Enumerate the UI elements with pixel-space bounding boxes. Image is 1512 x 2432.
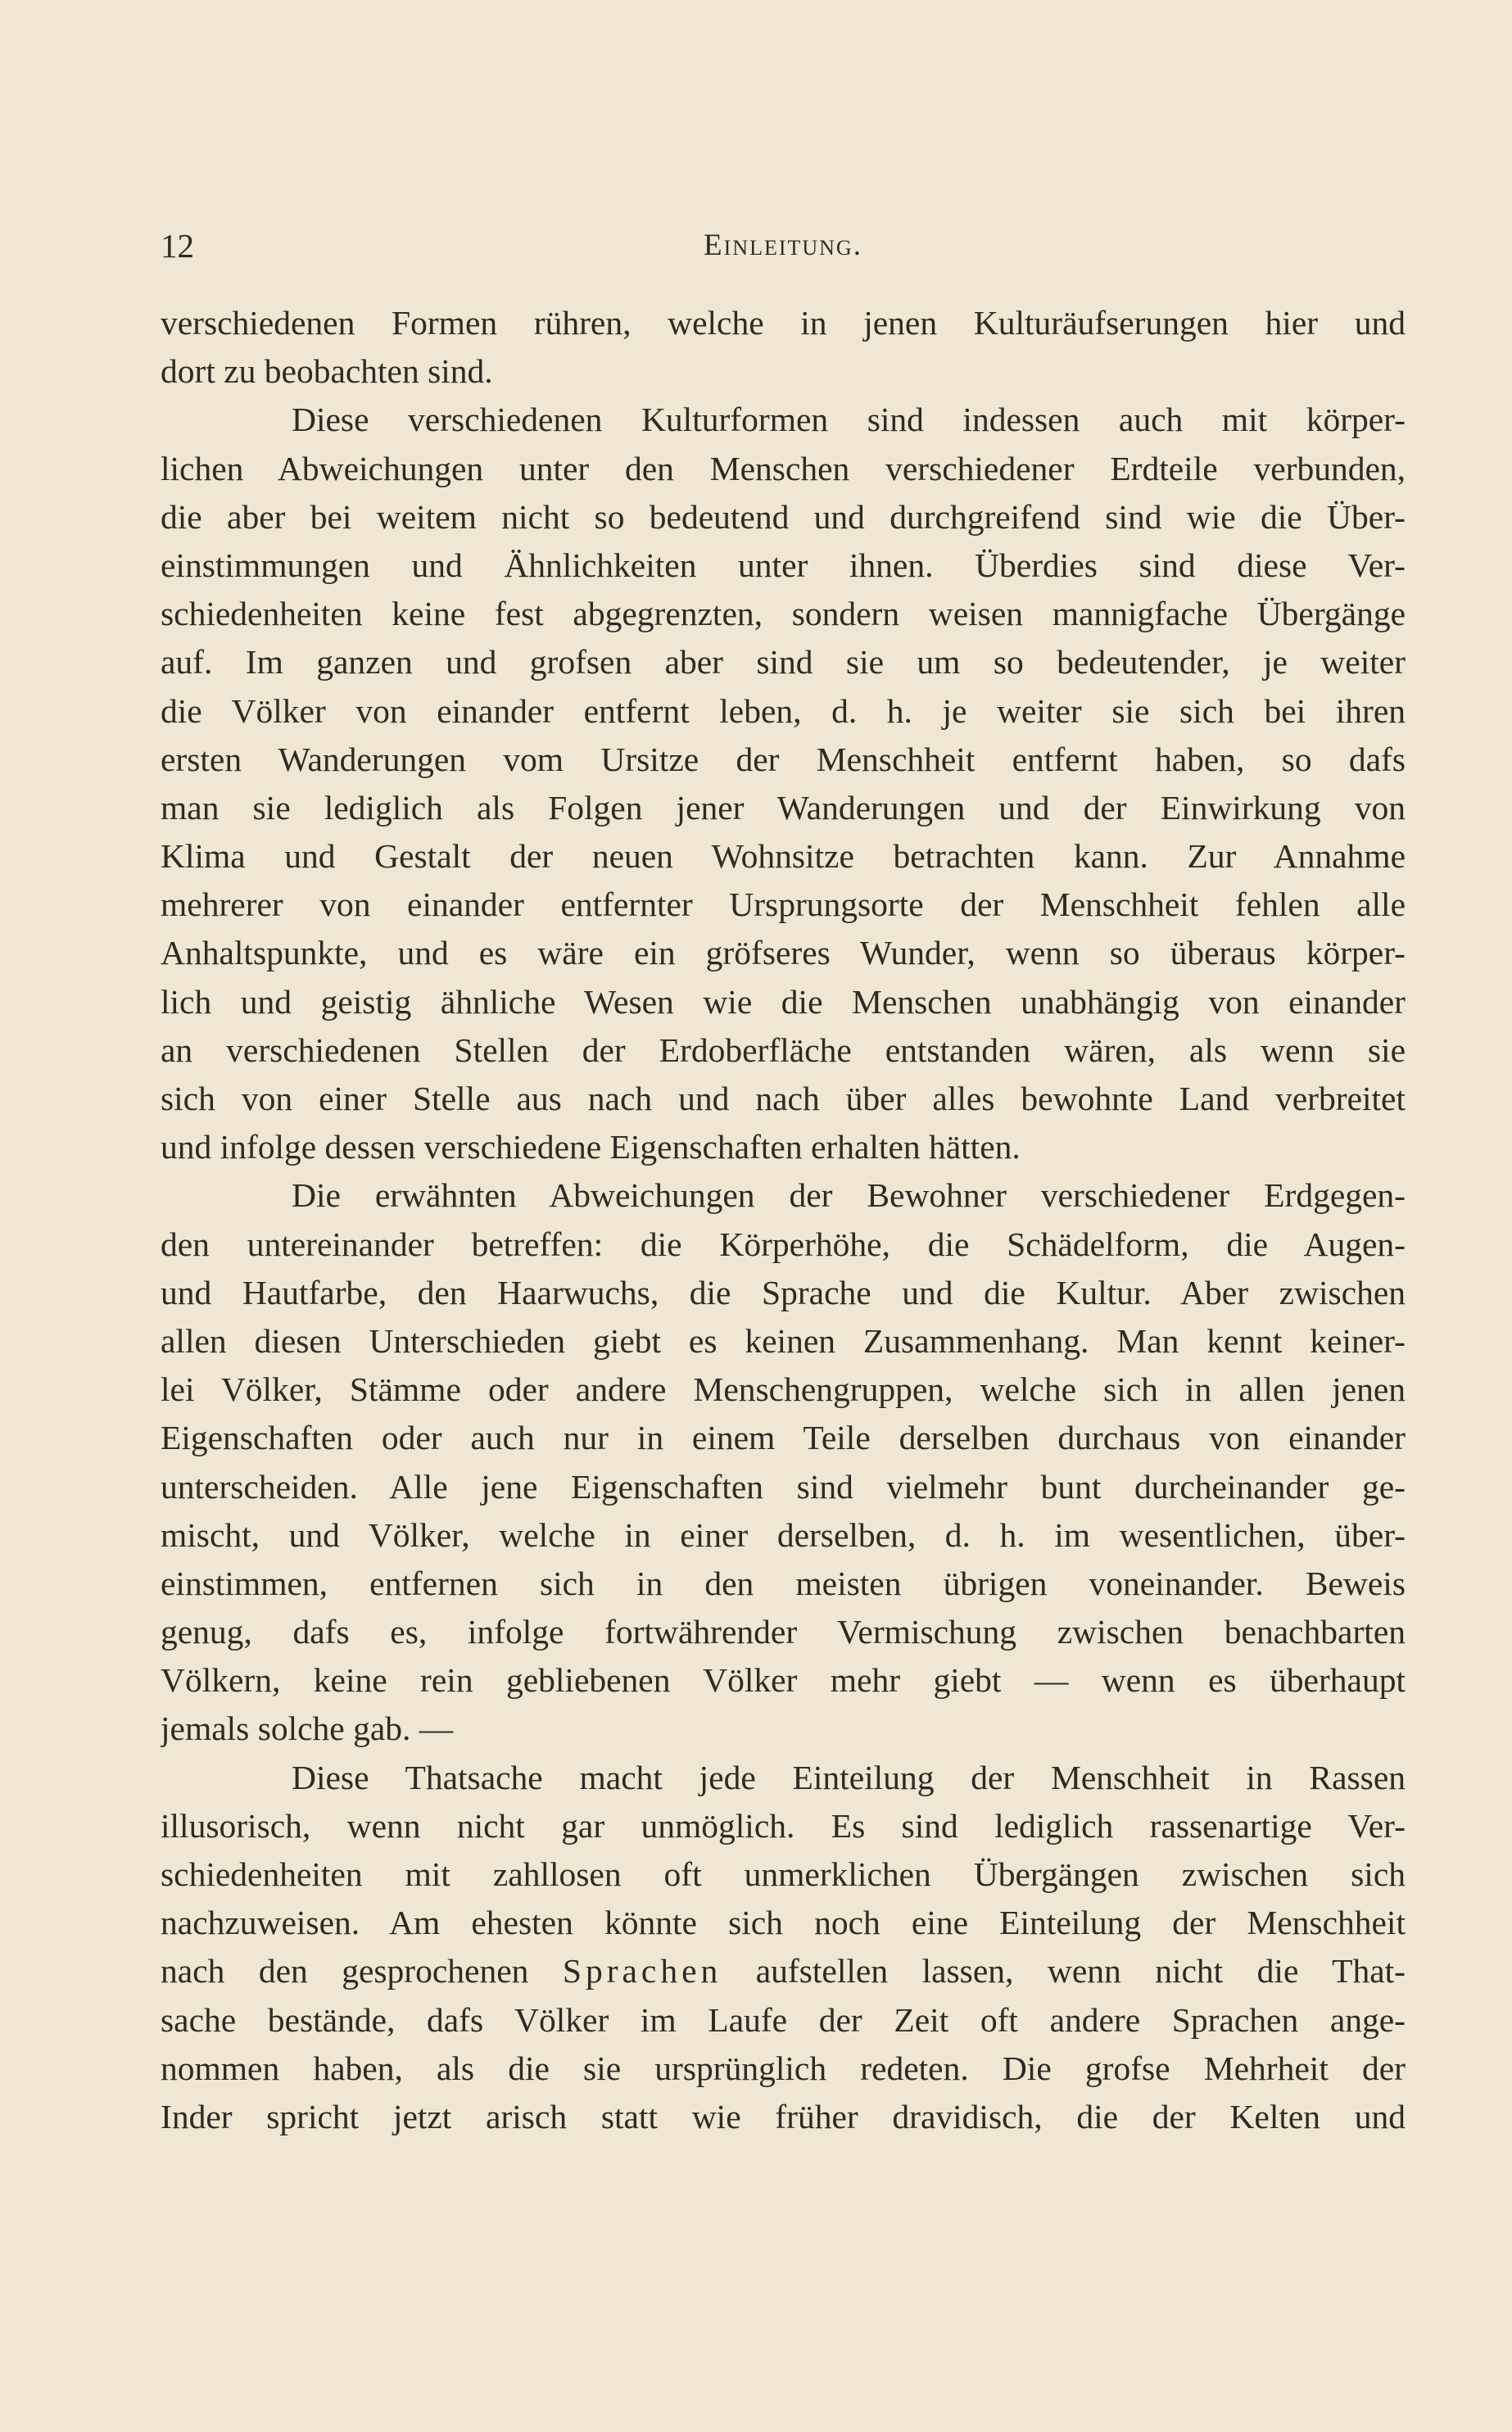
text-line: sich von einer Stelle aus nach und nach über alles bewohnte Land verbreitet [161, 1080, 1406, 1117]
text-line: mischt, und Völker, welche in einer derselben, d. h. im wesentlichen, über- [161, 1515, 1406, 1554]
text-line: jemals solche gab. — [161, 1710, 454, 1748]
text-line: Diese Thatsache macht jede Einteilung der Menschheit in Rassen [292, 1758, 1406, 1796]
text-segment: nach den gesprochenen [161, 1952, 529, 1990]
text-line: nommen haben, als die sie ursprünglich redeten. Die grofse Mehrheit der [161, 2049, 1406, 2087]
text-line: auf. Im ganzen und grofsen aber sind sie um so bedeutender, je weiter [161, 643, 1406, 682]
text-line: Eigenschaften oder auch nur in einem Teile derselben durchaus von einander [161, 1419, 1406, 1457]
text-line: sache bestände, dafs Völker im Laufe der Zeit oft andere Sprachen ange- [161, 2000, 1406, 2039]
text-line: schiedenheiten mit zahllosen oft unmerklichen Übergängen zwischen sich [161, 1855, 1406, 1893]
text-line: Die erwähnten Abweichungen der Bewohner verschiedener Erdgegen- [292, 1176, 1406, 1215]
text-line: einstimmungen und Ähnlichkeiten unter ihnen. Überdies sind diese Ver- [161, 546, 1406, 584]
text-line: den untereinander betreffen: die Körperhöhe, die Schädelform, die Augen- [161, 1225, 1406, 1263]
text-line: unterscheiden. Alle jene Eigenschaften sind vielmehr bunt durcheinander ge- [161, 1467, 1406, 1506]
text-line: dort zu beobachten sind. [161, 352, 493, 391]
text-line: ersten Wanderungen vom Ursitze der Menschheit entfernt haben, so dafs [161, 740, 1406, 778]
text-line: lei Völker, Stämme oder andere Menschengruppen, welche sich in allen jenen [161, 1370, 1406, 1409]
text-line: schiedenheiten keine fest abgegrenzten, sondern weisen mannigfache Übergänge [161, 595, 1406, 633]
text-segment: aufstellen lassen, wenn nicht die That- [755, 1952, 1406, 1990]
emphasized-word: Sprachen [562, 1952, 722, 1990]
text-line: nachzuweisen. Am ehesten könnte sich noch eine Einteilung der Menschheit [161, 1904, 1406, 1942]
text-line: einstimmen, entfernen sich in den meisten übrigen voneinander. Beweis [161, 1564, 1406, 1602]
text-line: lichen Abweichungen unter den Menschen verschiedener Erdteile verbunden, [161, 449, 1406, 487]
page-number: 12 [161, 227, 194, 265]
text-line: genug, dafs es, infolge fortwährender Vermischung zwischen benachbarten [161, 1613, 1406, 1651]
text-line: allen diesen Unterschieden giebt es keinen Zusammenhang. Man kennt keiner- [161, 1321, 1406, 1360]
text-line: Klima und Gestalt der neuen Wohnsitze betrachten kann. Zur Annahme [161, 837, 1406, 876]
text-line: verschiedenen Formen rühren, welche in jenen Kulturäufserungen hier und [161, 304, 1406, 342]
text-line: man sie lediglich als Folgen jener Wanderungen und der Einwirkung von [161, 788, 1406, 827]
text-line: Diese verschiedenen Kulturformen sind indessen auch mit körper- [292, 401, 1406, 439]
text-line: die Völker von einander entfernt leben, d. h. je weiter sie sich bei ihren [161, 691, 1406, 730]
text-line: mehrerer von einander entfernter Ursprungsorte der Menschheit fehlen alle [161, 885, 1406, 924]
text-line: illusorisch, wenn nicht gar unmöglich. Es sind lediglich rassenartige Ver- [161, 1806, 1406, 1845]
text-line: Völkern, keine rein gebliebenen Völker mehr giebt — wenn es überhaupt [161, 1661, 1406, 1700]
page-header [161, 221, 1406, 270]
text-line: Anhaltspunkte, und es wäre ein gröfseres Wunder, wenn so überaus körper- [161, 934, 1406, 972]
text-line: lich und geistig ähnliche Wesen wie die Menschen unabhängig von einander [161, 982, 1406, 1021]
text-line: und infolge dessen verschiedene Eigenschaften erhalten hätten. [161, 1128, 1021, 1166]
body-text [161, 299, 1406, 2141]
text-line: an verschiedenen Stellen der Erdoberfläche entstanden wären, als wenn sie [161, 1030, 1406, 1069]
text-line: und Hautfarbe, den Haarwuchs, die Sprache und die Kultur. Aber zwischen [161, 1273, 1406, 1311]
running-title: Einleitung. [704, 229, 862, 262]
text-line-composite [161, 1947, 1406, 1995]
text-line: die aber bei weitem nicht so bedeutend und durchgreifend sind wie die Über- [161, 497, 1406, 536]
text-line: Inder spricht jetzt arisch statt wie früher dravidisch, die der Kelten und [161, 2097, 1406, 2135]
